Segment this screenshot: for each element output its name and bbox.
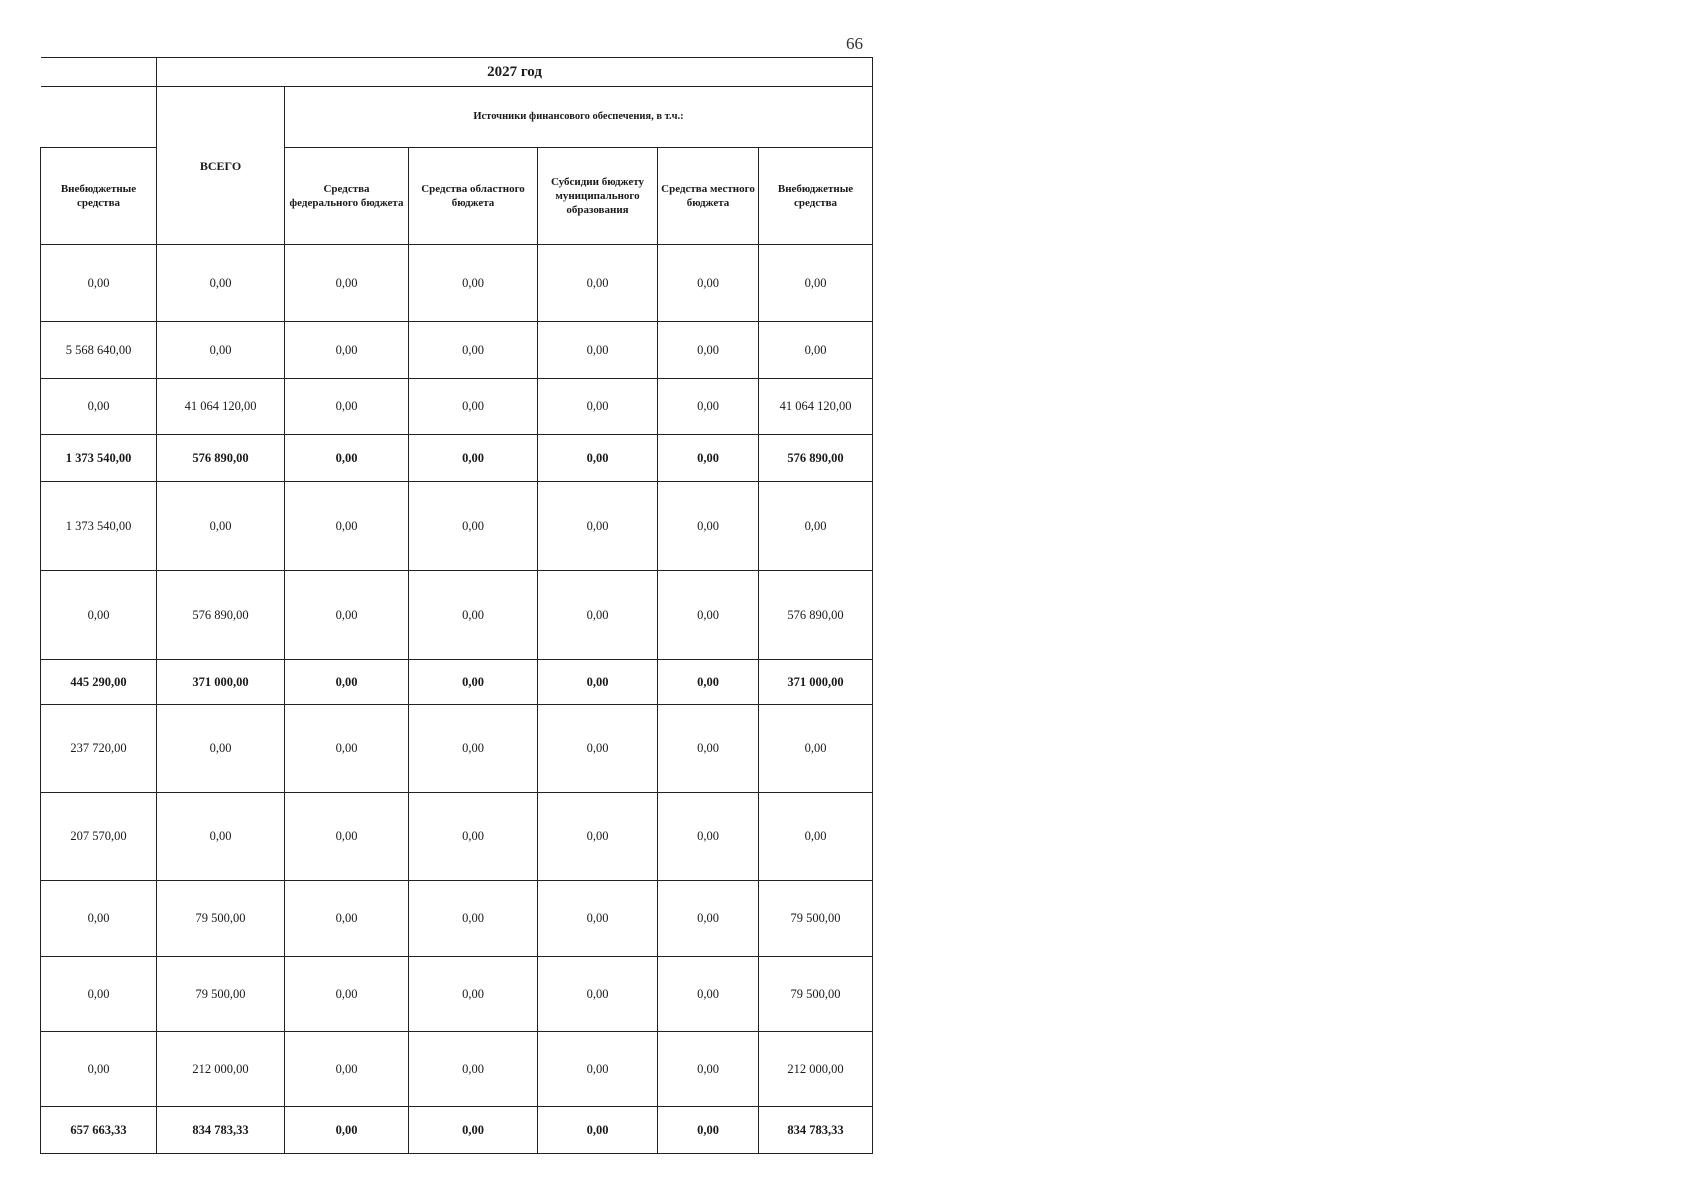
header-blank-cell (41, 58, 157, 87)
table-cell: 0,00 (285, 1107, 409, 1154)
table-cell: 657 663,33 (41, 1107, 157, 1154)
table-cell: 0,00 (538, 482, 658, 571)
table-cell: 0,00 (658, 793, 759, 881)
table-cell: 0,00 (538, 957, 658, 1032)
column-header: Средства областного бюджета (409, 148, 538, 245)
table-cell: 0,00 (285, 571, 409, 660)
table-cell: 0,00 (41, 379, 157, 435)
total-header: ВСЕГО (157, 87, 285, 245)
table-cell: 576 890,00 (157, 435, 285, 482)
table-cell: 0,00 (285, 705, 409, 793)
table-cell: 0,00 (41, 1032, 157, 1107)
table-cell: 0,00 (658, 1107, 759, 1154)
table-cell: 0,00 (285, 482, 409, 571)
table-cell: 371 000,00 (759, 660, 873, 705)
table-cell: 0,00 (658, 881, 759, 957)
table-cell: 0,00 (157, 245, 285, 322)
table-row (41, 660, 873, 705)
table-cell: 0,00 (285, 322, 409, 379)
table-cell: 0,00 (409, 571, 538, 660)
table-cell: 0,00 (538, 1107, 658, 1154)
table-cell: 0,00 (658, 705, 759, 793)
table-cell: 0,00 (409, 379, 538, 435)
table-cell: 0,00 (409, 322, 538, 379)
header-row-sources (41, 87, 873, 148)
table-cell: 0,00 (285, 435, 409, 482)
table-cell: 212 000,00 (157, 1032, 285, 1107)
table-cell: 0,00 (285, 379, 409, 435)
table-cell: 0,00 (658, 1032, 759, 1107)
table-cell: 0,00 (538, 660, 658, 705)
table-cell: 0,00 (285, 881, 409, 957)
table-cell: 41 064 120,00 (759, 379, 873, 435)
year-header: 2027 год (157, 58, 873, 87)
table-cell: 0,00 (759, 793, 873, 881)
table-cell: 0,00 (409, 245, 538, 322)
column-header: Субсидии бюджету муниципального образования (538, 148, 658, 245)
table-cell: 0,00 (658, 322, 759, 379)
table-cell: 576 890,00 (157, 571, 285, 660)
table-cell: 0,00 (41, 245, 157, 322)
table-cell: 0,00 (538, 322, 658, 379)
table-cell: 0,00 (157, 482, 285, 571)
table-cell: 0,00 (658, 571, 759, 660)
table-cell: 0,00 (658, 245, 759, 322)
table-cell: 0,00 (41, 957, 157, 1032)
table-cell: 0,00 (538, 1032, 658, 1107)
table-cell: 41 064 120,00 (157, 379, 285, 435)
table-cell: 0,00 (538, 435, 658, 482)
table-cell: 79 500,00 (157, 881, 285, 957)
table-cell: 0,00 (538, 881, 658, 957)
table-cell: 0,00 (285, 793, 409, 881)
table-cell: 0,00 (658, 660, 759, 705)
header-row-year (41, 58, 873, 87)
table-cell: 0,00 (285, 1032, 409, 1107)
column-header: Внебюджетные средства (41, 148, 157, 245)
table-cell: 0,00 (285, 660, 409, 705)
table-cell: 0,00 (409, 482, 538, 571)
table-cell: 371 000,00 (157, 660, 285, 705)
table-cell: 0,00 (285, 957, 409, 1032)
table-row (41, 322, 873, 379)
table-cell: 0,00 (658, 379, 759, 435)
table-cell: 212 000,00 (759, 1032, 873, 1107)
table-cell: 0,00 (409, 435, 538, 482)
table-row (41, 1032, 873, 1107)
table-cell: 445 290,00 (41, 660, 157, 705)
table-row (41, 482, 873, 571)
table-cell: 0,00 (409, 881, 538, 957)
table-row (41, 571, 873, 660)
column-header: Внебюджетные средства (759, 148, 873, 245)
table-cell: 0,00 (157, 793, 285, 881)
table-cell: 0,00 (409, 1032, 538, 1107)
table-cell: 0,00 (658, 482, 759, 571)
table-row (41, 705, 873, 793)
page-number: 66 (846, 34, 863, 53)
table-cell: 0,00 (409, 957, 538, 1032)
table-row (41, 379, 873, 435)
table-cell: 207 570,00 (41, 793, 157, 881)
table-cell: 0,00 (285, 245, 409, 322)
table-cell: 0,00 (538, 379, 658, 435)
header-blank-cell (41, 87, 157, 148)
table-cell: 576 890,00 (759, 571, 873, 660)
table-cell: 79 500,00 (759, 881, 873, 957)
table-cell: 79 500,00 (157, 957, 285, 1032)
table-cell: 0,00 (409, 660, 538, 705)
table-row (41, 957, 873, 1032)
table-body (41, 58, 873, 1154)
table-cell: 0,00 (658, 435, 759, 482)
table-cell: 1 373 540,00 (41, 435, 157, 482)
table-cell: 834 783,33 (759, 1107, 873, 1154)
table-cell: 0,00 (759, 322, 873, 379)
table-cell: 0,00 (41, 881, 157, 957)
table-cell: 0,00 (157, 322, 285, 379)
column-header: Средства местного бюджета (658, 148, 759, 245)
table-cell: 0,00 (409, 793, 538, 881)
sources-header: Источники финансового обеспечения, в т.ч.: (285, 87, 873, 148)
column-header: Средства федерального бюджета (285, 148, 409, 245)
table-cell: 0,00 (538, 793, 658, 881)
table-row (41, 435, 873, 482)
table-cell: 0,00 (759, 482, 873, 571)
table-cell: 0,00 (409, 705, 538, 793)
table-row (41, 245, 873, 322)
table-cell: 0,00 (157, 705, 285, 793)
table-cell: 237 720,00 (41, 705, 157, 793)
table-cell: 0,00 (538, 245, 658, 322)
table-cell: 0,00 (409, 1107, 538, 1154)
table-cell: 834 783,33 (157, 1107, 285, 1154)
budget-table (40, 57, 873, 1154)
table-cell: 0,00 (538, 705, 658, 793)
table-cell: 79 500,00 (759, 957, 873, 1032)
table-cell: 0,00 (538, 571, 658, 660)
table-cell: 0,00 (41, 571, 157, 660)
table-cell: 1 373 540,00 (41, 482, 157, 571)
table-row (41, 793, 873, 881)
table-cell: 0,00 (759, 245, 873, 322)
table-cell: 0,00 (759, 705, 873, 793)
table-cell: 5 568 640,00 (41, 322, 157, 379)
table-row (41, 1107, 873, 1154)
table-cell: 576 890,00 (759, 435, 873, 482)
table-cell: 0,00 (658, 957, 759, 1032)
table-row (41, 881, 873, 957)
